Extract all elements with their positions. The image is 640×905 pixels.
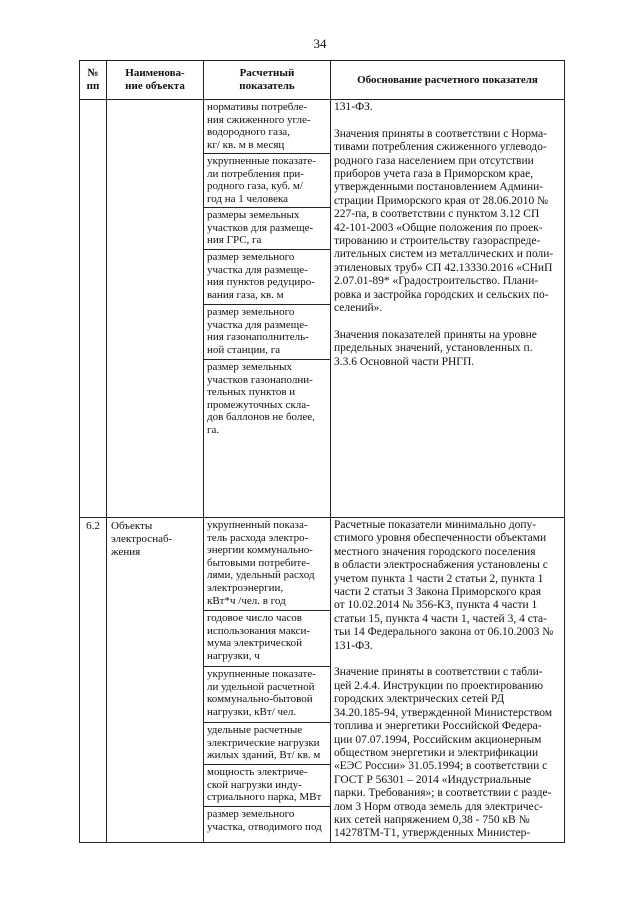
row-indicators xyxy=(204,100,331,518)
table-row xyxy=(80,518,565,843)
indicator-item: нормативы потребле- ния сжиженного угле- водородного газа, кг/ кв. м в месяц xyxy=(204,100,330,154)
indicator-item: размер земельного участка для размеще- ния пунктов редуциро- вания газа, кв. м xyxy=(204,250,330,305)
indicator-item: укрупненные показате- ли удельной расчетной коммунально-бытовой нагрузки, кВт/ чел. xyxy=(204,667,330,723)
table-row xyxy=(80,100,565,518)
row-justification: 131-ФЗ. Значения приняты в соответствии с Норма- тивами потребления сжиженного углеводо- родного газа населением при отсутствии приборов учета газа в Приморском крае, утвержденными постановлением Админи- страции Приморского края от 28.06.2010 № 227-па, в соответствии с пунктом 3.12 СП 42-101-2003 «Общие положения по проек- тированию и строительству газораспреде- лительных систем из металлических и поли- этиленовых труб» СП 42.13330.2016 «СНиП 2.07.01-89* «Градостроительство. Плани- ровка и застройка городских и сельских по- селений». Значения показателей приняты на уровне предельных значений, установленных п. 3.3.6 Основной части РНГП. xyxy=(331,100,565,518)
indicator-item: укрупненный показа- тель расхода электро- энергии коммунально- бытовыми потребите- лями, удельный расход электроэнергии, кВт*ч /чел. в год xyxy=(204,518,330,611)
norms-table xyxy=(79,60,565,843)
row-object: Объекты электроснаб- жения xyxy=(107,518,204,843)
header-number: № пп xyxy=(80,61,107,100)
header-justification: Обоснование расчетного показателя xyxy=(331,61,565,100)
indicator-item: размер земельного участка, отводимого под xyxy=(207,808,322,833)
row-object xyxy=(107,100,204,518)
row-number: 6.2 xyxy=(80,518,107,843)
indicator-item: размеры земельных участков для размеще- ния ГРС, га xyxy=(204,208,330,250)
indicator-item: размер земельных участков газонаполни- тельных пунктов и промежуточных скла- дов баллонов не более, га. xyxy=(207,361,315,436)
table-header-row xyxy=(80,61,565,100)
header-object: Наименова- ние объекта xyxy=(107,61,204,100)
indicator-item: удельные расчетные электрические нагрузки жилых зданий, Вт/ кв. м xyxy=(204,723,330,765)
header-indicator: Расчетный показатель xyxy=(204,61,331,100)
indicator-item: укрупненные показате- ли потребления при- родного газа, куб. м/ год на 1 человека xyxy=(204,154,330,208)
indicator-item: годовое число часов использования макси- мума электрической нагрузки, ч xyxy=(204,611,330,667)
row-number xyxy=(80,100,107,518)
row-justification: Расчетные показатели минимально допу- стимого уровня обеспеченности объектами местного значения городского поселения в области электроснабжения установлены с учетом пункта 1 части 2 статьи 2, пункта 1 части 2 статьи 3 Закона Приморского края от 10.02.2014 № 356-КЗ, пункта 4 части 1 статьи 15, пункта 4 части 1, частей 3, 4 ста- тьи 14 Федерального закона от 06.10.2003 № 131-ФЗ. Значение приняты в соответствии с табли- цей 2.4.4. Инструкции по проектированию городских электрических сетей РД 34.20.185-94, утвержденной Министерством топлива и энергетики Российской Федера- ции 07.07.1994, Российским акционерным обществом энергетики и электрификации «ЕЭС России» 31.05.1994; в соответствии с ГОСТ Р 56301 – 2014 «Индустриальные парки. Требования»; в соответствии с разде- лом 3 Норм отвода земель для электричес- ких сетей напряжением 0,38 - 750 кВ № 14278ТМ-Т1, утвержденных Министер- xyxy=(331,518,565,843)
indicator-item: размер земельного участка для размеще- ния газонаполнитель- ной станции, га xyxy=(204,305,330,360)
row-indicators xyxy=(204,518,331,843)
indicator-item: мощность электриче- ской нагрузки инду- стриального парка, МВт xyxy=(204,765,330,807)
page-number: 34 xyxy=(313,36,327,51)
